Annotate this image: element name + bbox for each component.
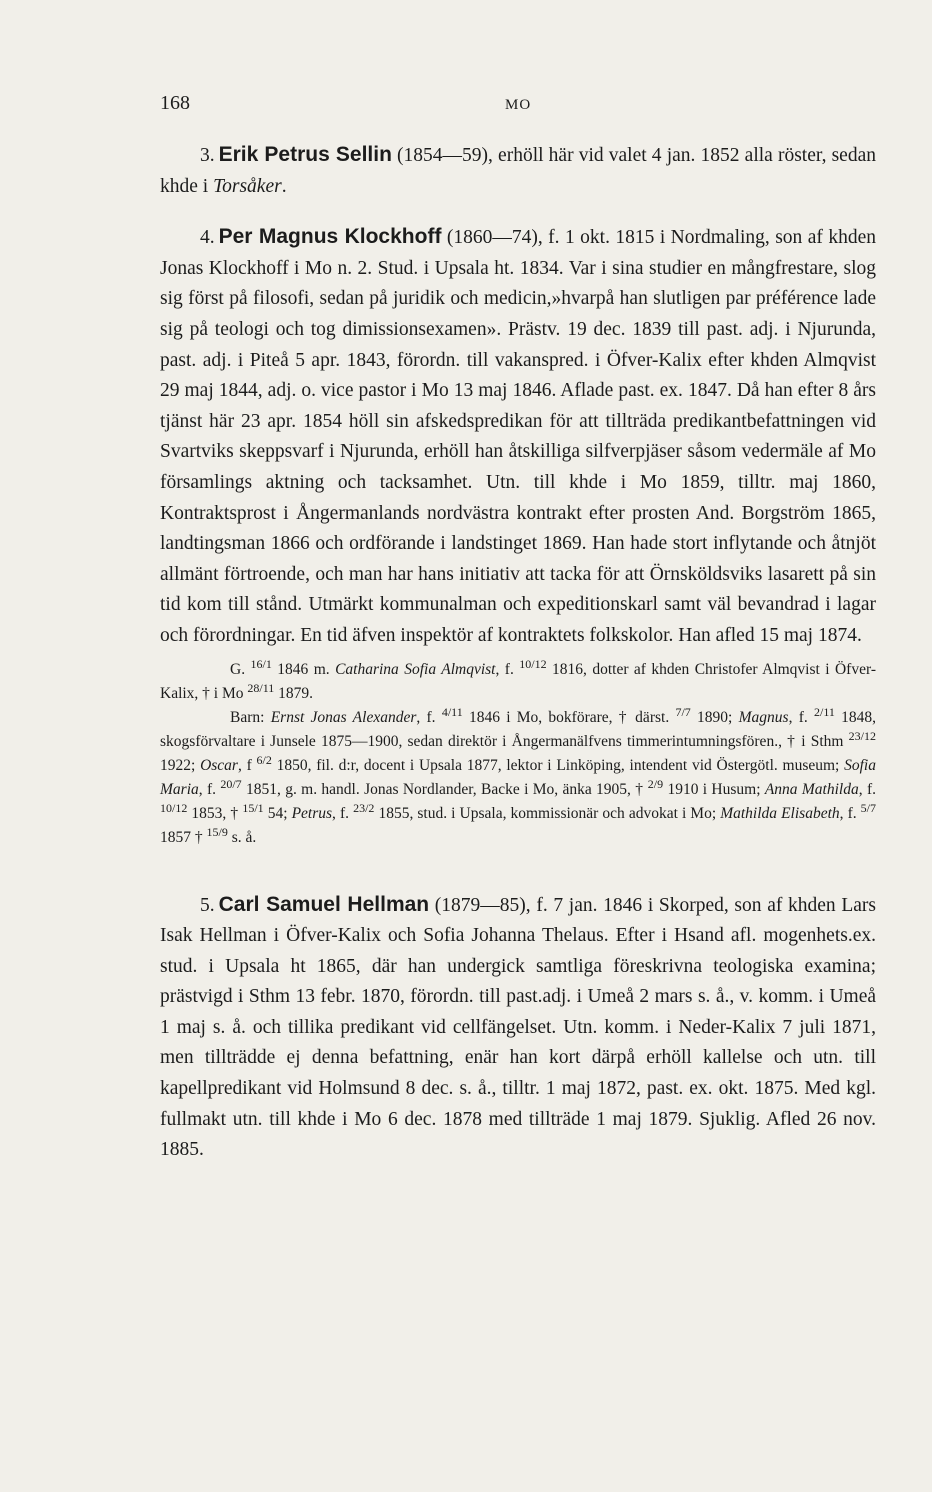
entry-name: Erik Petrus Sellin bbox=[218, 143, 392, 166]
date-fraction: 7/7 bbox=[675, 704, 691, 719]
date-fraction: 2/9 bbox=[647, 776, 664, 791]
date-fraction: 2/11 bbox=[814, 704, 835, 719]
child-name: Sofia Maria bbox=[160, 756, 876, 798]
note-text: 1879. bbox=[274, 684, 314, 702]
note-text: , f. bbox=[788, 708, 814, 726]
note-text: 1816, dotter af khden Christofer Almqvist i Öfver-Kalix, † i Mo bbox=[160, 660, 876, 702]
entry-text: (1854—59), erhöll här vid valet 4 jan. 1852 alla röster, sedan khde i bbox=[160, 145, 876, 197]
entry-text: (1879—85), f. 7 jan. 1846 i Skorped, son af khden Lars Isak Hellman i Öfver-Kalix och Sofia Johanna Thelaus. Efter i Hsand afl. mogenhets.ex. stud. i Upsala ht 1865, där han undergick samtliga föreskrivna teologiska examina; prästvigd i Sthm 13 febr. 1870, förordn. till past.adj. i Umeå 2 mars s. å., v. komm. i Umeå 1 maj s. å. och tillika predikant vid cellfängelset. Utn. komm. i Neder-Kalix 7 juli 1871, men tillträdde ej denna befattning, enär han kort därpå erhöll kallelse och utn. till kapellpredikant vid Holmsund 8 dec. s. å., tilltr. 1 maj 1872, past. ex. okt. 1875. Med kgl. fullmakt utn. till khde i Mo 6 dec. 1878 med tillträde 1 maj 1879. Sjuklig. Afled 26 nov. 1885. bbox=[160, 894, 876, 1161]
date-fraction: 20/7 bbox=[220, 776, 242, 791]
note-text: 1855, stud. i Upsala, kommissionär och advokat i Mo; bbox=[374, 804, 721, 822]
note-text: G. bbox=[230, 660, 251, 678]
note-text: , f. bbox=[332, 804, 354, 822]
entry-4 bbox=[160, 222, 876, 651]
note-text: 1922; bbox=[160, 756, 201, 774]
date-fraction: 4/11 bbox=[441, 704, 463, 719]
note-text: 1846 m. bbox=[271, 660, 336, 678]
date-fraction: 23/2 bbox=[353, 800, 375, 815]
note-text: 1846 i Mo, bokförare, † därst. bbox=[462, 708, 676, 726]
running-head: MO bbox=[505, 97, 532, 113]
date-fraction: 28/11 bbox=[247, 680, 275, 695]
note-text: , f. bbox=[495, 660, 520, 678]
entry-name: Per Magnus Klockhoff bbox=[218, 225, 442, 249]
child-name: Ernst Jonas Alexander bbox=[270, 708, 417, 726]
note-text: 1850, fil. d:r, docent i Upsala 1877, lektor i Linköping, intendent vid Östergötl. museum; bbox=[271, 756, 845, 774]
entry-number: 4. bbox=[200, 227, 215, 249]
entry-number: 5. bbox=[200, 894, 215, 916]
date-fraction: 10/12 bbox=[160, 800, 188, 815]
entry-name: Carl Samuel Hellman bbox=[218, 892, 430, 916]
note-text: 1890; bbox=[690, 708, 739, 726]
note-text: 54; bbox=[263, 804, 292, 822]
child-name: Anna Mathilda bbox=[764, 780, 859, 798]
child-name: Petrus bbox=[291, 804, 333, 822]
child-name: Oscar bbox=[200, 756, 238, 774]
note-text: 1910 i Husum; bbox=[663, 780, 765, 798]
note-text: Barn: bbox=[230, 708, 271, 726]
entry-text: (1860—74), f. 1 okt. 1815 i Nordmaling, son af khden Jonas Klockhoff i Mo n. 2. Stud. i Upsala ht. 1834. Var i sina studier en mångfrestare, slog sig först på filosofi, sedan på juridik och medicin,»hvarpå han slutligen par préférence lade sig på teologi och tog dimissionsexamen». Prästv. 19 dec. 1839 till past. adj. i Njurunda, past. adj. i Piteå 5 apr. 1843, förordn. till vakanspred. i Öfver-Kalix efter khden Almqvist 29 maj 1844, adj. o. vice pastor i Mo 13 maj 1846. Aflade past. ex. 1847. Då han efter 8 års tjänst här 23 apr. 1854 höll sin afskedspredikan för att tillträda predikantbefattningen vid Svartviks skeppsvarf i Njurunda, erhöll han åtskilliga silfverpjäser såsom vedermäle af Mo församlings aktning och tacksamhet. Utn. till khde i Mo 1859, tilltr. maj 1860, Kontraktsprost i Ångermanlands nordvästra kontrakt efter prosten And. Borgström 1865, landtingsman 1866 och ordförande i landstinget 1869. Han hade stort inflytande och åtnjöt allmänt förtroende, och man har hans initiativ att tacka för att Örnsköldsviks lasarett på sin tid kom till stånd. Utmärkt kommunalman och expeditionskarl samt väl bevandrad i lagar och förordningar. En tid äfven inspektör af kontraktets folkskolor. Han afled 15 maj 1874. bbox=[160, 227, 876, 646]
note-text: 1848, skogsförvaltare i Junsele 1875—1900, sedan direktör i Ångermanälfvens timmerintumningsfören., † i Sthm bbox=[160, 708, 877, 750]
note-text: , f. bbox=[416, 708, 442, 726]
note-text: 1853, † bbox=[187, 804, 243, 822]
page-number: 168 bbox=[160, 92, 190, 114]
note-text: , f. bbox=[198, 780, 221, 798]
entry-3 bbox=[160, 140, 876, 202]
entry-5 bbox=[160, 890, 876, 1166]
date-fraction: 10/12 bbox=[519, 656, 547, 671]
date-fraction: 16/1 bbox=[250, 656, 272, 671]
note-text: 1851, g. m. handl. Jonas Nordlander, Backe i Mo, änka 1905, † bbox=[241, 780, 648, 798]
entry-number: 3. bbox=[200, 145, 215, 166]
note-text: , f. bbox=[839, 804, 861, 822]
note-text: s. å. bbox=[227, 828, 257, 846]
note-text: , f bbox=[237, 756, 257, 774]
date-fraction: 23/12 bbox=[848, 728, 876, 743]
date-fraction: 15/9 bbox=[206, 824, 228, 839]
child-name: Magnus bbox=[738, 708, 789, 726]
entry-text: . bbox=[281, 175, 287, 197]
marriage-note bbox=[160, 658, 876, 706]
entry-place: Torsåker bbox=[213, 175, 282, 197]
note-text: 1857 † bbox=[160, 828, 207, 846]
page-body bbox=[160, 88, 876, 1166]
wife-name: Catharina Sofia Almqvist bbox=[335, 660, 496, 678]
date-fraction: 15/1 bbox=[242, 800, 264, 815]
date-fraction: 5/7 bbox=[860, 800, 877, 815]
note-text: , f. bbox=[858, 780, 876, 798]
children-note bbox=[160, 706, 876, 850]
child-name: Mathilda Elisabeth bbox=[720, 804, 840, 822]
date-fraction: 6/2 bbox=[256, 752, 272, 767]
